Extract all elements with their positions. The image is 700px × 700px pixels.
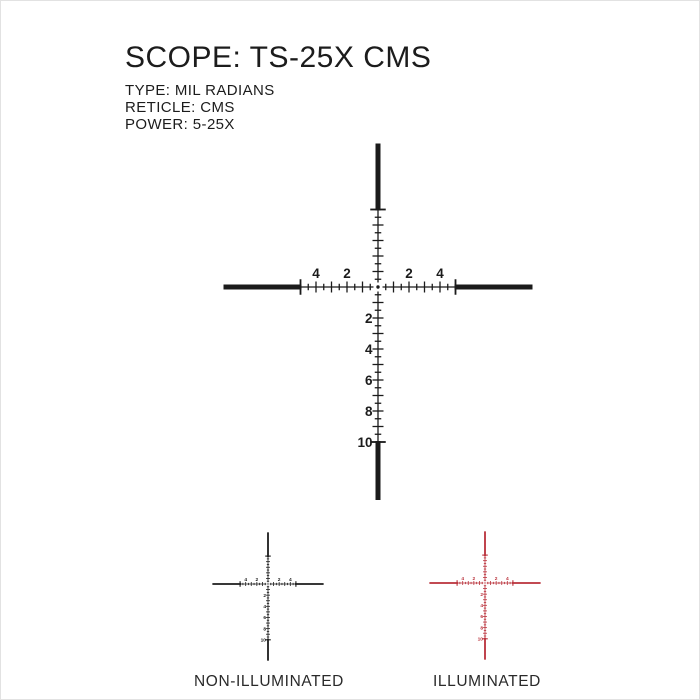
svg-text:10: 10 xyxy=(260,638,267,644)
illuminated-reticle-diagram xyxy=(415,518,555,673)
svg-text:10: 10 xyxy=(357,434,373,450)
spec-type: TYPE: MIL RADIANS xyxy=(125,82,275,99)
svg-text:2: 2 xyxy=(343,266,351,281)
svg-text:4: 4 xyxy=(436,266,444,281)
svg-text:8: 8 xyxy=(263,627,267,633)
svg-text:6: 6 xyxy=(364,372,373,388)
scope-title: SCOPE: TS-25X CMS xyxy=(125,41,432,74)
spec-reticle: RETICLE: CMS xyxy=(125,99,235,116)
svg-text:8: 8 xyxy=(364,403,373,419)
svg-text:8: 8 xyxy=(480,626,484,632)
svg-text:2: 2 xyxy=(405,266,413,281)
non-illuminated-caption: NON-ILLUMINATED xyxy=(194,673,344,690)
header xyxy=(125,41,431,133)
svg-text:2: 2 xyxy=(255,577,259,583)
spec-power: POWER: 5-25X xyxy=(125,116,235,133)
svg-text:2: 2 xyxy=(263,593,267,599)
svg-text:4: 4 xyxy=(288,577,292,583)
svg-text:2: 2 xyxy=(472,576,476,582)
svg-text:2: 2 xyxy=(480,592,484,598)
svg-text:4: 4 xyxy=(461,576,465,582)
svg-text:4: 4 xyxy=(480,604,484,610)
svg-text:4: 4 xyxy=(364,341,373,357)
svg-text:10: 10 xyxy=(477,637,484,643)
illuminated-caption: ILLUMINATED xyxy=(433,673,541,690)
svg-text:4: 4 xyxy=(505,576,509,582)
svg-text:6: 6 xyxy=(263,616,267,622)
non-illuminated-reticle-diagram xyxy=(198,519,338,674)
svg-text:2: 2 xyxy=(364,310,373,326)
svg-text:6: 6 xyxy=(480,615,484,621)
svg-text:2: 2 xyxy=(277,577,281,583)
svg-text:2: 2 xyxy=(494,576,498,582)
svg-text:4: 4 xyxy=(244,577,248,583)
svg-text:4: 4 xyxy=(263,605,267,611)
svg-text:4: 4 xyxy=(312,266,320,281)
main-reticle-diagram xyxy=(171,129,551,514)
